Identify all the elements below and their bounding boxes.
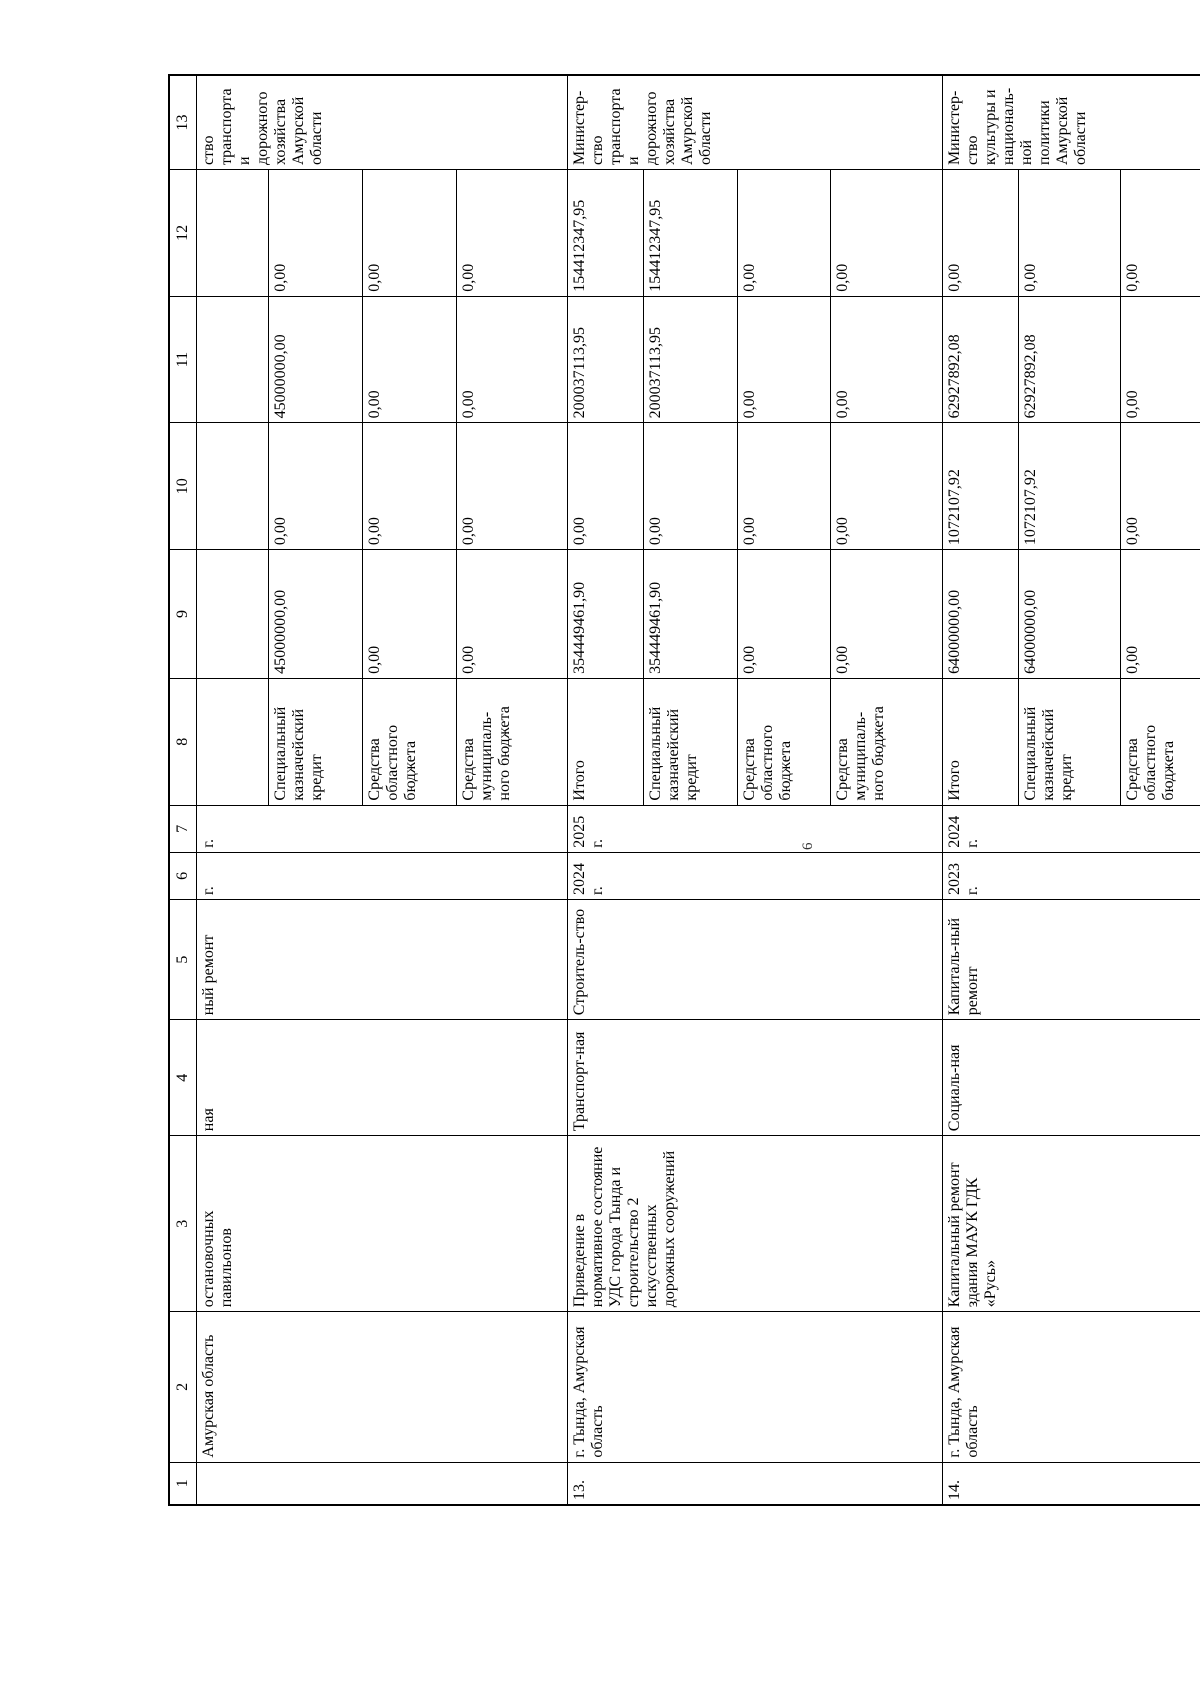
- amount-cell: 0,00: [456, 296, 567, 423]
- amount-cell: 0,00: [456, 423, 567, 550]
- row-number-cell: 14.: [942, 1462, 1200, 1505]
- project-name-cell: остановочных павильонов: [197, 1136, 567, 1312]
- amount-cell: 200037113,95: [643, 296, 737, 423]
- amount-cell: 0,00: [362, 296, 456, 423]
- amount-cell: 0,00: [1121, 423, 1200, 550]
- start-year-cell: 2024 г.: [567, 852, 942, 899]
- sphere-cell: ная: [197, 1020, 567, 1136]
- end-year-cell: 2025 г.: [567, 805, 942, 852]
- location-cell: Амурская область: [197, 1312, 567, 1462]
- location-cell: г. Тында, Амурская область: [567, 1312, 942, 1462]
- header-cell: 13: [169, 75, 197, 170]
- amount-cell: 1072107,92: [1018, 423, 1120, 550]
- amount-cell: 0,00: [737, 170, 831, 297]
- location-cell: г. Тында, Амурская область: [942, 1312, 1200, 1462]
- work-type-cell: Капиталь-ный ремонт: [942, 900, 1200, 1020]
- amount-cell: 62927892,08: [942, 296, 1018, 423]
- amount-cell: 0,00: [942, 170, 1018, 297]
- amount-cell: 0,00: [567, 423, 643, 550]
- amount-cell: 0,00: [1018, 170, 1120, 297]
- end-year-cell: 2024 г.: [942, 805, 1200, 852]
- header-cell: 1: [169, 1462, 197, 1505]
- amount-cell: 1072107,92: [942, 423, 1018, 550]
- header-cell: 7: [169, 805, 197, 852]
- source-cell: Специальный казначейский кредит: [643, 678, 737, 805]
- amount-cell: 0,00: [269, 423, 363, 550]
- amount-cell: [197, 296, 269, 423]
- amount-cell: 0,00: [1121, 550, 1200, 679]
- amount-cell: [197, 423, 269, 550]
- row-number-cell: 13.: [567, 1462, 942, 1505]
- header-cell: 11: [169, 296, 197, 423]
- sphere-cell: Социаль-ная: [942, 1020, 1200, 1136]
- header-cell: 9: [169, 550, 197, 679]
- source-cell: Средства областного бюджета: [1121, 678, 1200, 805]
- amount-cell: 354449461,90: [643, 550, 737, 679]
- source-cell: Специальный казначейский кредит: [1018, 678, 1120, 805]
- rotated-table-frame: [168, 74, 1200, 1506]
- header-cell: 6: [169, 852, 197, 899]
- amount-cell: 0,00: [831, 423, 942, 550]
- row-number-cell: [197, 1462, 567, 1505]
- amount-cell: [197, 550, 269, 679]
- work-type-cell: Строитель-ство: [567, 900, 942, 1020]
- investment-projects-table: [168, 74, 1200, 1506]
- start-year-cell: г.: [197, 852, 567, 899]
- amount-cell: 0,00: [643, 423, 737, 550]
- table-row: [942, 75, 1018, 1505]
- amount-cell: 200037113,95: [567, 296, 643, 423]
- header-cell: 3: [169, 1136, 197, 1312]
- work-type-cell: ный ремонт: [197, 900, 567, 1020]
- amount-cell: 0,00: [737, 550, 831, 679]
- amount-cell: 64000000,00: [942, 550, 1018, 679]
- amount-cell: 0,00: [362, 170, 456, 297]
- amount-cell: 45000000,00: [269, 296, 363, 423]
- amount-cell: 0,00: [456, 550, 567, 679]
- amount-cell: 0,00: [1121, 170, 1200, 297]
- source-cell: [197, 678, 269, 805]
- page-number: 6: [800, 842, 816, 850]
- amount-cell: 0,00: [269, 170, 363, 297]
- project-name-cell: Приведение в нормативное состояние УДС города Тында и строительство 2 искусственных дорожных сооружений: [567, 1136, 942, 1312]
- header-cell: 10: [169, 423, 197, 550]
- header-cell: 4: [169, 1020, 197, 1136]
- amount-cell: 0,00: [362, 550, 456, 679]
- source-cell: Средства муниципаль-ного бюджета: [831, 678, 942, 805]
- project-name-cell: Капитальный ремонт здания МАУК ГДК «Русь»: [942, 1136, 1200, 1312]
- source-cell: Средства муниципаль-ного бюджета: [456, 678, 567, 805]
- start-year-cell: 2023 г.: [942, 852, 1200, 899]
- amount-cell: 154412347,95: [643, 170, 737, 297]
- amount-cell: 45000000,00: [269, 550, 363, 679]
- sphere-cell: Транспорт-ная: [567, 1020, 942, 1136]
- source-cell: Итого: [567, 678, 643, 805]
- amount-cell: 62927892,08: [1018, 296, 1120, 423]
- amount-cell: 64000000,00: [1018, 550, 1120, 679]
- header-cell: 2: [169, 1312, 197, 1462]
- source-cell: Итого: [942, 678, 1018, 805]
- amount-cell: 0,00: [456, 170, 567, 297]
- source-cell: Специальный казначейский кредит: [269, 678, 363, 805]
- amount-cell: 0,00: [737, 296, 831, 423]
- amount-cell: 154412347,95: [567, 170, 643, 297]
- header-row: [169, 75, 197, 1505]
- amount-cell: 0,00: [831, 296, 942, 423]
- ministry-cell: Министер-ство культуры и националь-ной политики Амурской области: [942, 75, 1200, 170]
- amount-cell: 354449461,90: [567, 550, 643, 679]
- amount-cell: [197, 170, 269, 297]
- header-cell: 12: [169, 170, 197, 297]
- amount-cell: 0,00: [831, 550, 942, 679]
- source-cell: Средства областного бюджета: [362, 678, 456, 805]
- amount-cell: 0,00: [362, 423, 456, 550]
- table-row: [197, 75, 269, 1505]
- amount-cell: 0,00: [831, 170, 942, 297]
- table-row: [567, 75, 643, 1505]
- amount-cell: 0,00: [737, 423, 831, 550]
- end-year-cell: г.: [197, 805, 567, 852]
- header-cell: 5: [169, 900, 197, 1020]
- header-cell: 8: [169, 678, 197, 805]
- amount-cell: 0,00: [1121, 296, 1200, 423]
- ministry-cell: Министер-ство транспорта и дорожного хозяйства Амурской области: [567, 75, 942, 170]
- source-cell: Средства областного бюджета: [737, 678, 831, 805]
- ministry-cell: ство транспорта и дорожного хозяйства Амурской области: [197, 75, 567, 170]
